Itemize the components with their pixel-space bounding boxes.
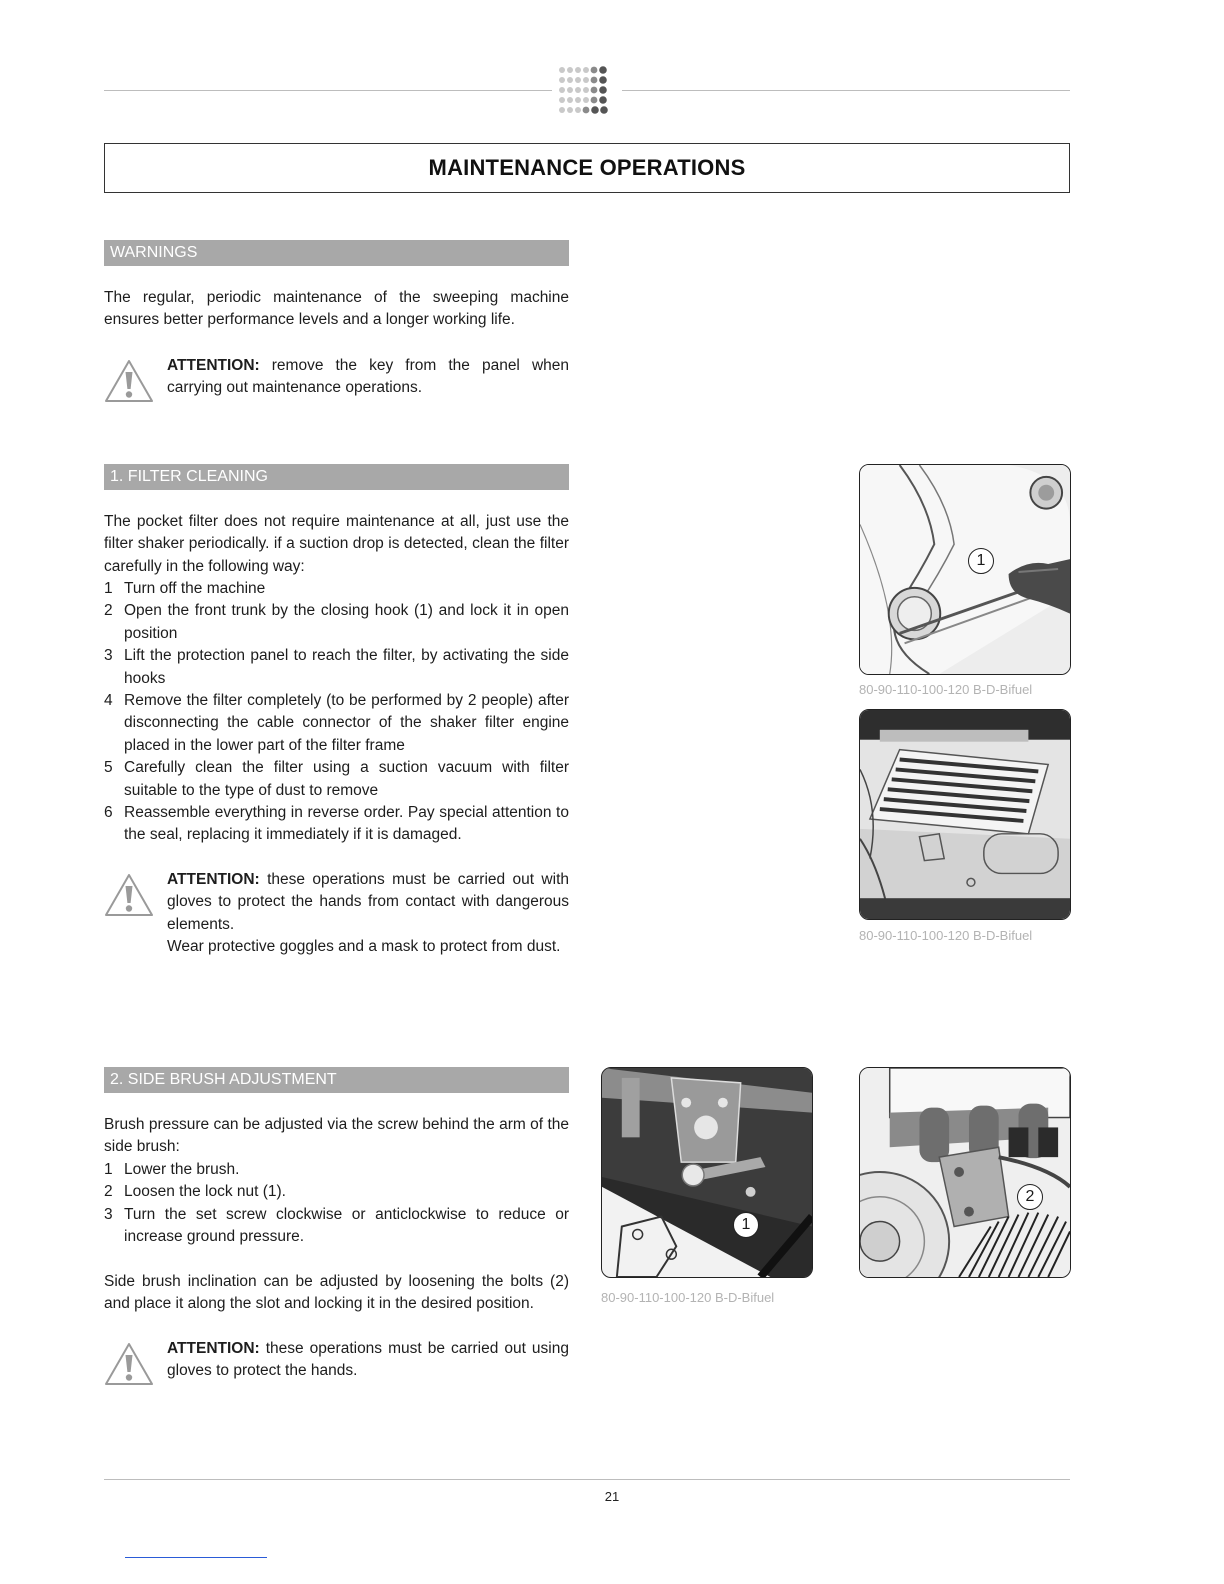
step-text: Carefully clean the filter using a suction vacuum with filter suitable to the type of dust to remove xyxy=(124,759,569,799)
photo-caption: 80-90-110-100-120 B-D-Bifuel xyxy=(601,1290,775,1305)
photo-filter-frame xyxy=(859,709,1071,920)
list-item xyxy=(104,690,569,757)
photo-caption: 80-90-110-100-120 B-D-Bifuel xyxy=(859,928,1033,943)
attention-text-2: Wear protective goggles and a mask to protect from dust. xyxy=(167,938,561,956)
step-number: 2 xyxy=(104,602,113,620)
header-rule-left xyxy=(104,90,552,91)
side-brush-steps xyxy=(104,1159,569,1249)
list-item xyxy=(104,645,569,690)
attention-label: ATTENTION: xyxy=(167,357,260,374)
photo-side-brush-bolts xyxy=(859,1067,1071,1278)
list-item xyxy=(104,1204,569,1249)
warning-triangle-icon xyxy=(103,358,155,404)
side-brush-inclination: Side brush inclination can be adjusted by loosening the bolts (2) and place it along the slot and locking it in the desired position. xyxy=(104,1273,569,1313)
section-heading-filter-cleaning: 1. FILTER CLEANING xyxy=(104,464,569,490)
step-number: 5 xyxy=(104,759,113,777)
list-item xyxy=(104,1159,569,1181)
section-heading-warnings: WARNINGS xyxy=(104,240,569,266)
step-number: 3 xyxy=(104,1205,113,1223)
step-text: Remove the filter completely (to be performed by 2 people) after disconnecting the cable connector of the shaker filter engine placed in the lower part of the filter frame xyxy=(124,692,569,754)
filter-cleaning-steps xyxy=(104,578,569,847)
side-brush-attention xyxy=(167,1338,569,1383)
photo-marker-2: 2 xyxy=(1017,1184,1043,1210)
list-item xyxy=(104,757,569,802)
photo-front-trunk-hook xyxy=(859,464,1071,675)
attention-text: these operations must be carried out with gloves to protect the hands from contact with dangerous elements. xyxy=(167,871,569,933)
header-rule-right xyxy=(622,90,1070,91)
list-item xyxy=(104,578,569,600)
side-brush-intro: Brush pressure can be adjusted via the screw behind the arm of the side brush: xyxy=(104,1116,569,1156)
footer-rule xyxy=(104,1479,1070,1480)
filter-cleaning-intro: The pocket filter does not require maintenance at all, just use the filter shaker periodically. if a suction drop is detected, clean the filter carefully in the following way: xyxy=(104,513,569,575)
step-text: Reassemble everything in reverse order. Pay special attention to the seal, replacing it immediately if it is damaged. xyxy=(124,804,569,844)
warning-triangle-icon xyxy=(103,1341,155,1387)
warning-triangle-icon xyxy=(103,872,155,918)
list-item xyxy=(104,802,569,847)
photo-caption: 80-90-110-100-120 B-D-Bifuel xyxy=(859,682,1033,697)
step-number: 1 xyxy=(104,1161,113,1178)
step-text: Lower the brush. xyxy=(124,1161,240,1178)
step-number: 3 xyxy=(104,647,113,665)
bottom-link-line xyxy=(125,1557,267,1558)
page-number: 21 xyxy=(604,1489,620,1504)
attention-text: remove the key from the panel when carrying out maintenance operations. xyxy=(167,357,569,397)
step-text: Loosen the lock nut (1). xyxy=(124,1183,286,1201)
photo-marker-1: 1 xyxy=(733,1212,759,1238)
filter-cleaning-attention xyxy=(167,869,569,959)
list-item xyxy=(104,600,569,645)
step-number: 2 xyxy=(104,1183,113,1201)
attention-label: ATTENTION: xyxy=(167,871,260,888)
section-heading-side-brush: 2. SIDE BRUSH ADJUSTMENT xyxy=(104,1067,569,1093)
photo-marker-1: 1 xyxy=(968,548,994,574)
dot-logo-icon xyxy=(556,64,618,118)
list-item xyxy=(104,1181,569,1203)
step-number: 6 xyxy=(104,804,113,822)
step-text: Turn the set screw clockwise or anticlockwise to reduce or increase ground pressure. xyxy=(124,1205,569,1246)
photo-lock-nut xyxy=(601,1067,813,1278)
attention-label: ATTENTION: xyxy=(167,1340,260,1357)
warnings-attention xyxy=(167,355,569,400)
step-text: Lift the protection panel to reach the filter, by activating the side hooks xyxy=(124,647,569,687)
step-number: 4 xyxy=(104,692,113,710)
step-text: Open the front trunk by the closing hook (1) and lock it in open position xyxy=(124,602,569,642)
attention-text: these operations must be carried out using gloves to protect the hands. xyxy=(167,1340,569,1380)
warnings-body: The regular, periodic maintenance of the sweeping machine ensures better performance levels and a longer working life. xyxy=(104,289,569,329)
page-title: MAINTENANCE OPERATIONS xyxy=(104,143,1070,193)
step-text: Turn off the machine xyxy=(124,580,266,597)
step-number: 1 xyxy=(104,580,113,597)
